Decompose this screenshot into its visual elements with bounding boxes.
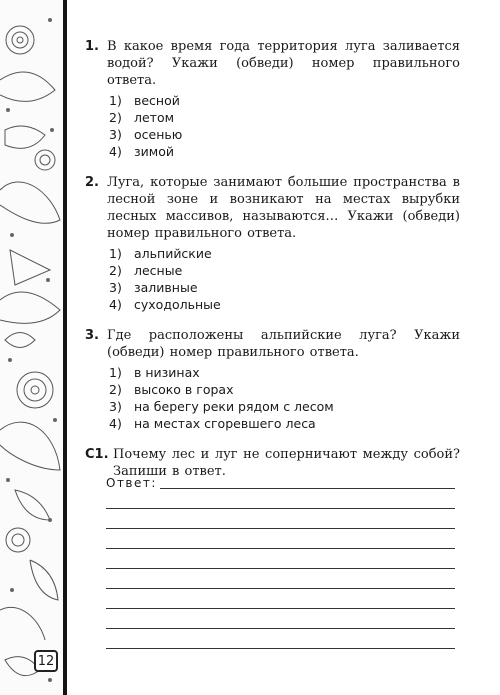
answer-label: Ответ: — [106, 476, 157, 490]
floral-pattern-icon — [0, 0, 67, 695]
answer-line[interactable] — [106, 608, 455, 609]
answer-line[interactable] — [106, 548, 455, 549]
answer-option[interactable]: 2) лесные — [109, 263, 183, 278]
answer-options — [107, 245, 460, 313]
answer-line[interactable] — [160, 488, 455, 489]
question-text: В какое время года территория луга заливается водой? Укажи (обведи) номер правильного ответа. — [107, 39, 460, 88]
page-spine — [63, 0, 67, 695]
question-number: 1. — [85, 39, 99, 54]
answer-line[interactable] — [106, 588, 455, 589]
answer-line[interactable] — [106, 568, 455, 569]
question-number: 3. — [85, 328, 99, 343]
decorative-ornament-border — [0, 0, 67, 695]
question-text: Луга, которые занимают большие пространства в лесной зоне и возникают на местах вырубки лесных массивов, называются… Укажи (обведи) номер правильного ответа. — [107, 175, 460, 241]
page-number: 12 — [34, 650, 58, 672]
answer-line[interactable] — [106, 528, 455, 529]
answer-line[interactable] — [106, 648, 455, 649]
question-number: 2. — [85, 175, 99, 190]
question-2 — [85, 174, 460, 313]
answer-option[interactable]: 3) заливные — [109, 280, 198, 295]
question-text: Где расположены альпийские луга? Укажи (обведи) номер правильного ответа. — [107, 328, 460, 360]
answer-option[interactable]: 1) весной — [109, 93, 180, 108]
worksheet-content — [85, 38, 460, 480]
answer-options — [107, 364, 460, 432]
answer-option[interactable]: 4) зимой — [109, 144, 174, 159]
answer-option[interactable]: 4) на местах сгоревшего леса — [109, 416, 316, 431]
answer-option[interactable]: 2) высоко в горах — [109, 382, 234, 397]
answer-line[interactable] — [106, 628, 455, 629]
question-3 — [85, 327, 460, 432]
answer-option[interactable]: 3) на берегу реки рядом с лесом — [109, 399, 334, 414]
question-number: C1. — [85, 447, 109, 462]
answer-option[interactable]: 1) альпийские — [109, 246, 212, 261]
answer-option[interactable]: 4) суходольные — [109, 297, 221, 312]
answer-option[interactable]: 1) в низинах — [109, 365, 200, 380]
question-text: Почему лес и луг не соперничают между собой? Запиши в ответ. — [113, 447, 460, 479]
answer-options — [107, 92, 460, 160]
question-1 — [85, 38, 460, 160]
answer-option[interactable]: 2) летом — [109, 110, 175, 125]
answer-option[interactable]: 3) осенью — [109, 127, 183, 142]
question-c1 — [85, 446, 460, 480]
answer-line[interactable] — [106, 508, 455, 509]
